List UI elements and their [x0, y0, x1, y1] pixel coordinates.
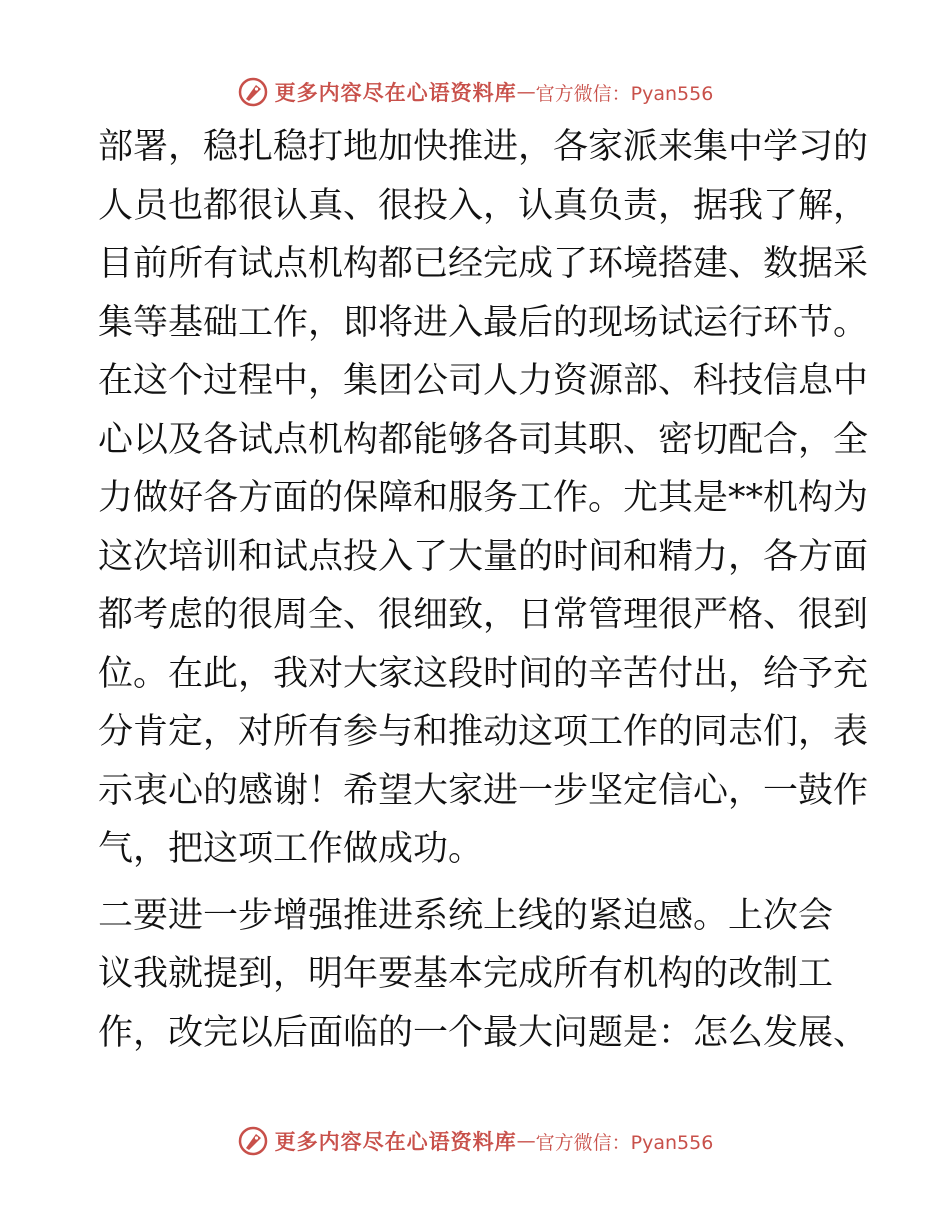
text-line: 作，改完以后面临的一个最大问题是：怎么发展、 [98, 1012, 869, 1053]
footer-watermark-banner [0, 1121, 950, 1161]
pen-nib-logo-icon [237, 1125, 269, 1157]
header-watermark-banner [0, 72, 950, 112]
watermark-dash: — [516, 1130, 536, 1152]
watermark-contact-text: 官方微信：Pyan556 [535, 82, 714, 105]
text-line: 都考虑的很周全、很细致，日常管理很严格、很到 [98, 595, 869, 635]
text-line: 示衷心的感谢！希望大家进一步坚定信心，一鼓作 [98, 770, 869, 811]
text-line: 在这个过程中，集团公司人力资源部、科技信息中 [98, 361, 869, 401]
paragraph-1 [98, 118, 869, 879]
document-body [98, 118, 869, 1062]
text-line: 议我就提到，明年要基本完成所有机构的改制工 [98, 954, 834, 994]
text-line: 力做好各方面的保障和服务工作。尤其是**机构为 [98, 478, 869, 518]
text-line: 分肯定，对所有参与和推动这项工作的同志们，表 [98, 712, 869, 752]
pen-nib-logo-icon [237, 76, 269, 108]
text-line: 部署，稳扎稳打地加快推进，各家派来集中学习的 [98, 127, 869, 167]
text-line: 人员也都很认真、很投入，认真负责，据我了解， [98, 185, 869, 226]
text-line: 集等基础工作，即将进入最后的现场试运行环节。 [98, 302, 869, 343]
paragraph-gap [98, 879, 852, 887]
watermark-brand-text: 更多内容尽在心语资料库 [274, 80, 517, 105]
paragraph-2 [98, 887, 869, 1063]
text-line: 心以及各试点机构都能够各司其职、密切配合，全 [98, 419, 869, 460]
watermark-dash: — [516, 81, 536, 103]
text-line: 位。在此，我对大家这段时间的辛苦付出，给予充 [98, 653, 869, 694]
watermark-brand-text: 更多内容尽在心语资料库 [274, 1129, 517, 1154]
text-line: 目前所有试点机构都已经完成了环境搭建、数据采 [98, 244, 869, 284]
text-line: 气，把这项工作做成功。 [98, 829, 484, 869]
watermark-contact-text: 官方微信：Pyan556 [535, 1131, 714, 1154]
text-line: 这次培训和试点投入了大量的时间和精力，各方面 [98, 536, 869, 577]
text-line: 二要进一步增强推进系统上线的紧迫感。上次会 [98, 895, 834, 936]
